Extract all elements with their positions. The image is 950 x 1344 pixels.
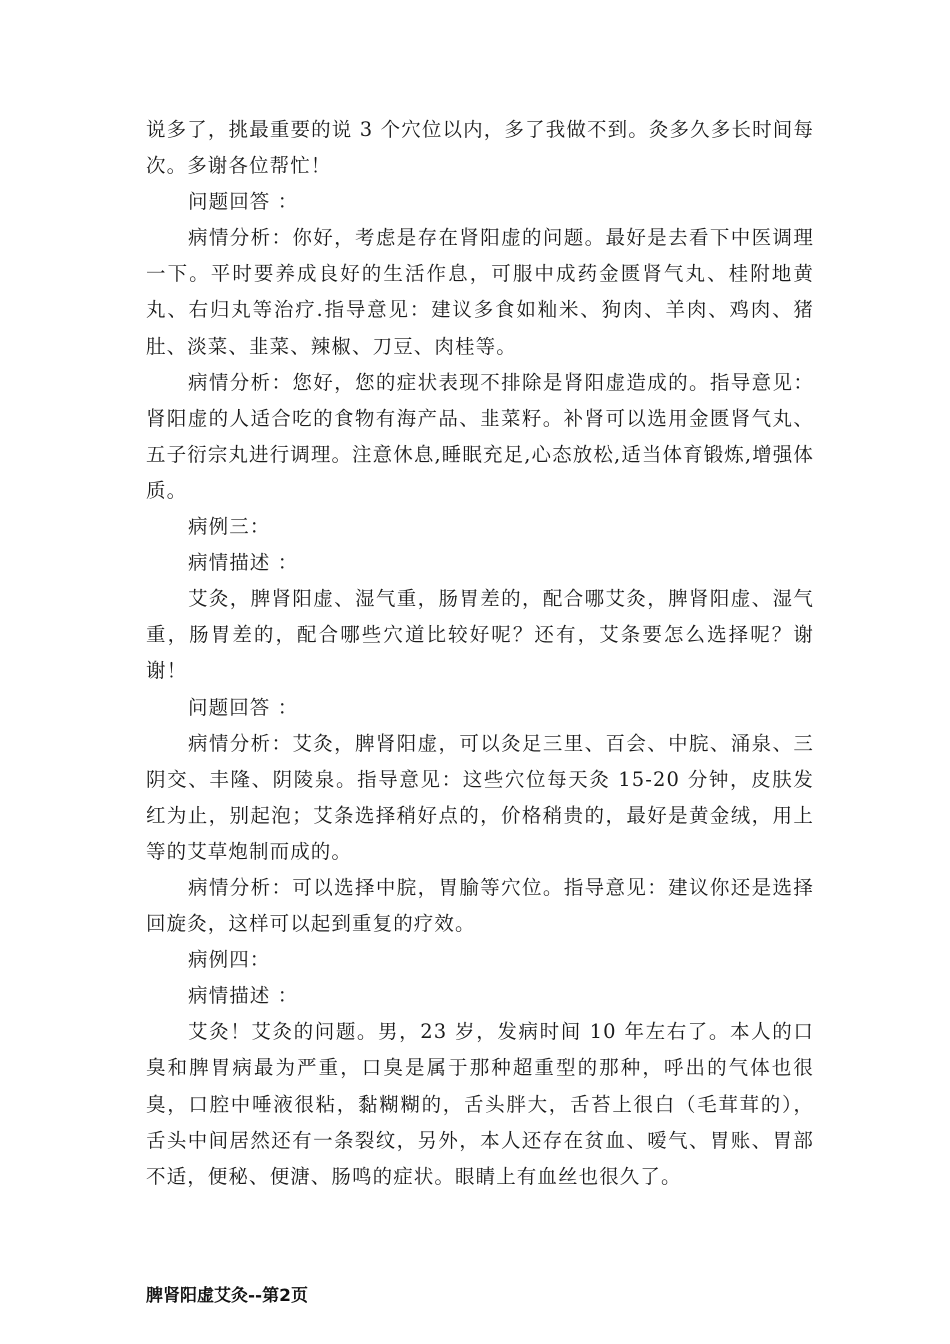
paragraph: 艾灸，脾肾阳虚、湿气重，肠胃差的，配合哪艾灸，脾肾阳虚、湿气重，肠胃差的，配合哪些穴道比较好呢？还有，艾条要怎么选择呢？谢谢！ <box>146 587 814 683</box>
paragraph: 病情分析：你好，考虑是存在肾阳虚的问题。最好是去看下中医调理一下。平时要养成良好的生活作息，可服中成药金匮肾气丸、桂附地黄丸、右归丸等治疗.指导意见：建议多食如籼米、狗肉、羊肉、鸡肉、猪肚、淡菜、韭菜、辣椒、刀豆、肉桂等。 <box>146 226 814 358</box>
paragraph: 艾灸！艾灸的问题。男，23 岁，发病时间 10 年左右了。本人的口臭和脾胃病最为严重，口臭是属于那种超重型的那种，呼出的气体也很臭，口腔中唾液很粘，黏糊糊的，舌头胖大，舌苔上很白（毛茸茸的），舌头中间居然还有一条裂纹，另外，本人还存在贫血、嗳气、胃账、胃部不适，便秘、便溏、肠鸣的症状。眼睛上有血丝也很久了。 <box>146 1020 814 1188</box>
page-footer: 脾肾阳虚艾灸--第2页 <box>146 1286 308 1306</box>
section-heading: 病例三： <box>188 515 271 539</box>
paragraph: 病情描述 ： <box>188 984 299 1008</box>
paragraph: 病情分析：艾灸，脾肾阳虚，可以灸足三里、百会、中脘、涌泉、三阴交、丰隆、阴陵泉。指导意见：这些穴位每天灸 15-20 分钟，皮肤发红为止，别起泡；艾条选择稍好点的，价格稍贵的，最好是黄金绒，用上等的艾草炮制而成的。 <box>146 731 814 863</box>
paragraph: 说多了，挑最重要的说 3 个穴位以内，多了我做不到。灸多久多长时间每次。多谢各位帮忙！ <box>146 118 814 178</box>
paragraph: 问题回答 ： <box>188 695 299 719</box>
document-body <box>146 112 814 1195</box>
paragraph: 问题回答 ： <box>188 190 299 214</box>
paragraph: 病情描述 ： <box>188 551 299 575</box>
paragraph: 病情分析：您好，您的症状表现不排除是肾阳虚造成的。指导意见：肾阳虚的人适合吃的食物有海产品、韭菜籽。补肾可以选用金匮肾气丸、五子衍宗丸进行调理。注意休息,睡眠充足,心态放松,适当体育锻炼,增强体质。 <box>146 370 814 502</box>
paragraph: 病情分析：可以选择中脘，胃腧等穴位。指导意见：建议你还是选择回旋灸，这样可以起到重复的疗效。 <box>146 875 814 936</box>
section-heading: 病例四： <box>188 948 271 972</box>
